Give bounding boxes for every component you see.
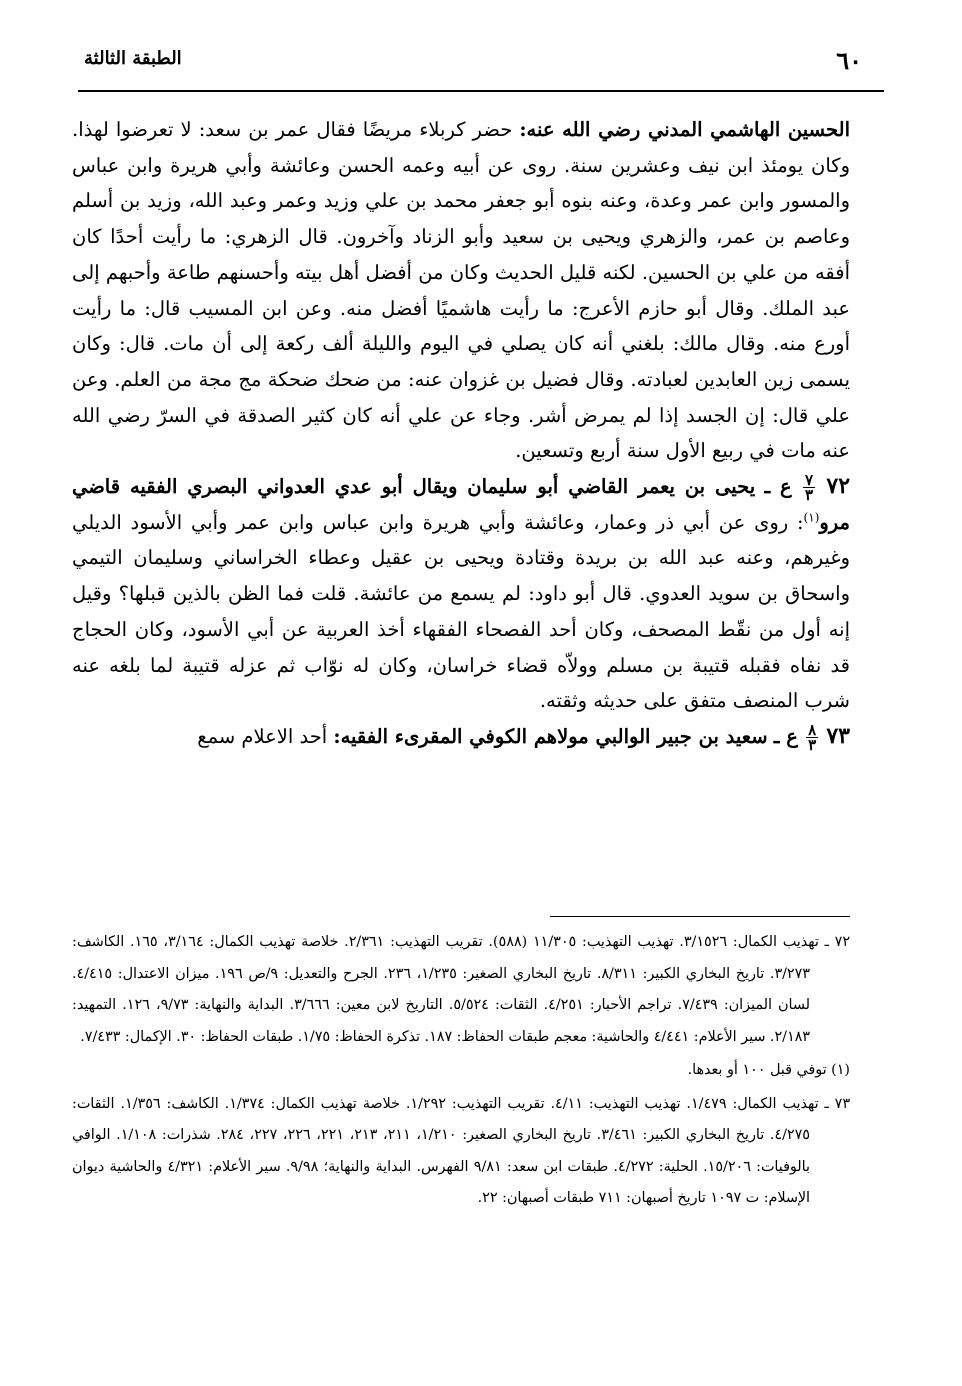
page-number: ٦٠ — [836, 46, 862, 75]
main-text — [72, 112, 850, 755]
tabaqa-fraction — [806, 720, 818, 754]
page-header — [78, 40, 884, 92]
entry-name: الحسين الهاشمي المدني رضي الله عنه: — [519, 118, 850, 141]
entry-text: : روى عن أبي ذر وعمار، وعائشة وأبي هريرة وابن عباس وابن عمر وأبي الأسود الديلي وغيرهم، وعنه عبد الله بن بريدة وقتادة ويحيى بن عقيل وعطاء الخراساني وسليمان التيمي واسحاق بن سويد العدوي. قال أبو داود: لم يسمع من عائشة. قلت فما الظن بالذين قبلها؟ وقيل إنه أول من نقّط المصحف، وكان أحد الفصحاء الفقهاء أخذ العربية عن أبي الأسود، وكان الحجاج قد نفاه فقبله قتيبة بن مسلم وولاّه قضاء خراسان، وكان له نوّاب ثم عزله قتيبة لما بلغه عنه شرب المنصف متفق على حديثه وثقته. — [72, 510, 850, 713]
footnote-73: ٧٣ ـ تهذيب الكمال: ١/٤٧٩. تهذيب التهذيب: ٤/١١. تقريب التهذيب: ١/٢٩٢. خلاصة تهذيب الكمال: ١/٣٧٤. الكاشف: ١/٣٥٦. الثقات: ٤/٢٧٥. تاريخ البخاري الكبير: ٣/٤٦١. تاريخ البخاري الصغير: ١/٢١٠، ٢١١، ٢١٣، ٢٢١، ٢٢٦، ٢٢٧، ٢٨٤. شذرات: ١/١٠٨. الوافي بالوفيات: ١٥/٢٠٦. الحلية: ٤/٢٧٢. طبقات ابن سعد: ٩/٨١ الفهرس. البداية والنهاية؛ ٩/٩٨. سير الأعلام: ٤/٣٢١ والحاشية ديوان الإسلام: ت ١٠٩٧ تاريخ أصبهان: ٧١١ طبقات أصبهان: ٢٢. — [72, 1095, 851, 1206]
entry-symbol: ع ـ — [764, 475, 792, 499]
entry-text: أحد الاعلام سمع — [197, 724, 328, 748]
entry-number: ٧٢ — [826, 473, 851, 500]
footnote-reference: (١) — [803, 510, 820, 525]
footnote-72: ٧٢ ـ تهذيب الكمال: ٣/١٥٢٦. تهذيب التهذيب: ١١/٣٠٥ (٥٨٨). تقريب التهذيب: ٢/٣٦١. خلاصة تهذيب الكمال: ٣/١٦٤، ١٦٥. الكاشف: ٣/٢٧٣. تاريخ البخاري الكبير: ٨/٣١١. تاريخ البخاري الصغير: ١/٢٣٥، ٢٣٦. الجرح والتعديل: ٩/ص ١٩٦. ميزان الاعتدال: ٤/٤١٥. لسان الميزان: ٧/٤٣٩. تراجم الأحبار: ٤/٢٥١. الثقات: ٥/٥٢٤. التاريخ لابن معين: ٣/٦٦٦. البداية والنهاية: ٩/٧٣، ١٢٦. التمهيد: ٢/١٨٣. سير الأعلام: ٤/٤٤١ والحاشية: معجم طبقات الحفاظ: ١٨٧. تذكرة الحفاظ: ١/٧٥. طبقات الحفاظ: ٣٠. الإكمال: ٧/٤٣٣. — [72, 934, 851, 1045]
fraction-bottom: ٣ — [808, 735, 817, 754]
entry-symbol: ع ـ — [773, 724, 798, 748]
fraction-top: ٧ — [805, 471, 814, 490]
footnotes — [72, 927, 850, 1215]
entry-text: حضر كربلاء مريضًا فقال عمر بن سعد: لا تعرضوا لهذا. وكان يومئذ ابن نيف وعشرين سنة. روى عن أبيه وعمه الحسن وعائشة وأبي هريرة وابن عباس والمسور وابن عمر وعدة، وعنه بنوه أبو جعفر محمد بن علي وزيد وعمر وعبد الله، وزيد بن أسلم وعاصم بن عمر، والزهري ويحيى بن سعيد وأبو الزناد وآخرون. قال الزهري: ما رأيت أحدًا كان أفقه من علي بن الحسين. لكنه قليل الحديث وكان من أفضل أهل بيته وأحسنهم طاعة وأحبهم إلى عبد الملك. وقال أبو حازم الأعرج: ما رأيت هاشميًا أفضل منه. وعن ابن المسيب قال: ما رأيت أورع منه. وقال مالك: بلغني أنه كان يصلي في اليوم والليلة ألف ركعة إلى أن مات. قال: وكان يسمى زين العابدين لعبادته. وقال فضيل بن غزوان عنه: من ضحك ضحكة مج مجة من العلم. وعن علي قال: إن الجسد إذا لم يمرض أشر. وجاء عن علي أنه كان كثير الصدقة في السرّ رضي الله عنه مات في ربيع الأول سنة أربع وتسعين. — [72, 118, 850, 463]
fraction-bottom: ٣ — [805, 486, 814, 505]
entry-73 — [72, 719, 850, 755]
fraction-top: ٨ — [808, 720, 817, 739]
footnote-1: (١) توفي قبل ١٠٠ أو بعدها. — [687, 1062, 850, 1078]
tabaqa-fraction — [803, 471, 815, 505]
entry-72 — [72, 469, 850, 719]
entry-name: سعيد بن جبير الوالبي مولاهم الكوفي المقرىء الفقيه: — [333, 724, 768, 748]
entry-71-continuation — [72, 112, 850, 469]
running-title: الطبقة الثالثة — [84, 48, 182, 69]
entry-name: يحيى بن يعمر القاضي أبو سليمان ويقال أبو عدي العدواني البصري الفقيه قاضي مرو — [72, 475, 850, 534]
footnote-divider — [550, 916, 850, 917]
entry-number: ٧٣ — [826, 722, 850, 749]
